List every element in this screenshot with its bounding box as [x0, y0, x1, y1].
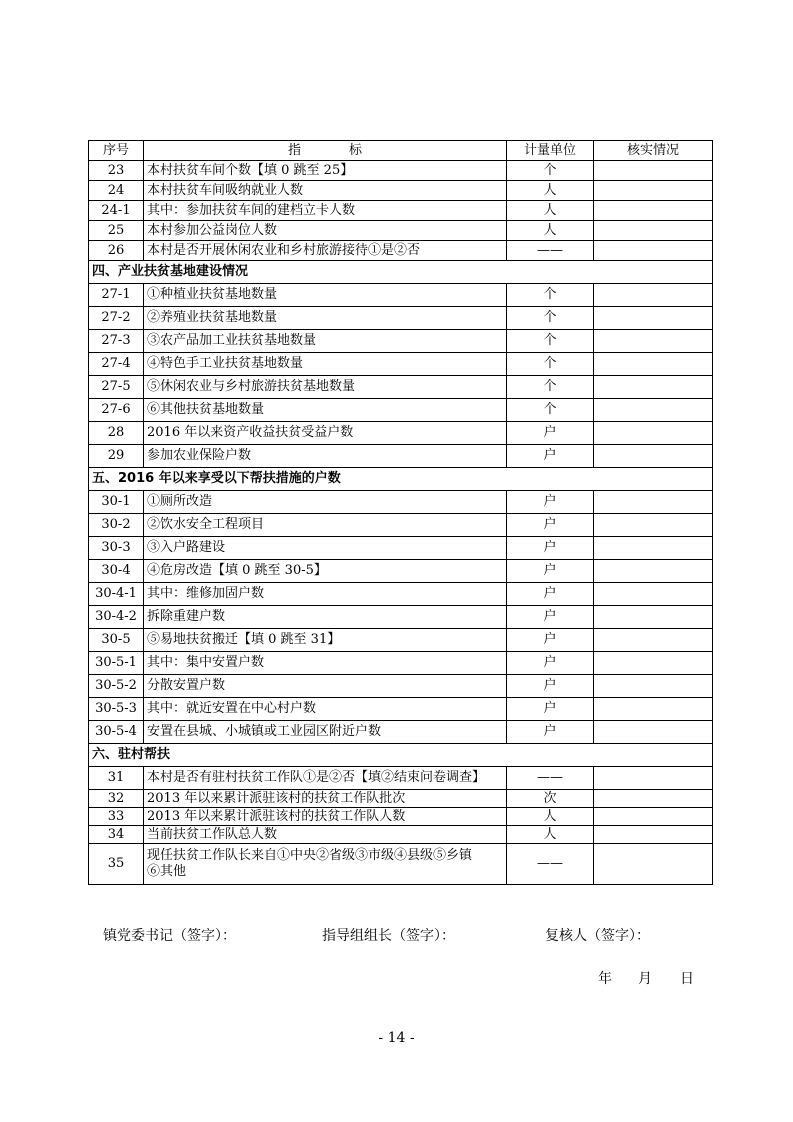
table-row: [89, 353, 713, 376]
section-row: [89, 744, 713, 767]
row-unit: 户: [507, 721, 594, 744]
table-row: [89, 844, 713, 885]
row-unit: 人: [507, 221, 594, 241]
row-unit: 个: [507, 307, 594, 330]
row-check-cell[interactable]: [594, 537, 713, 560]
row-indicator: ③入户路建设: [144, 537, 507, 560]
row-unit: 个: [507, 399, 594, 422]
row-no: 30-4-1: [89, 583, 144, 606]
row-unit: 户: [507, 560, 594, 583]
row-check-cell[interactable]: [594, 399, 713, 422]
row-indicator: 其中：维修加固户数: [144, 583, 507, 606]
table-row: [89, 537, 713, 560]
table-row: [89, 767, 713, 790]
row-check-cell[interactable]: [594, 284, 713, 307]
table-row: [89, 376, 713, 399]
row-no: 28: [89, 422, 144, 445]
row-check-cell[interactable]: [594, 376, 713, 399]
row-no: 27-2: [89, 307, 144, 330]
section-row: [89, 468, 713, 491]
row-indicator: 分散安置户数: [144, 675, 507, 698]
header-check: 核实情况: [594, 141, 713, 161]
row-no: 29: [89, 445, 144, 468]
table-row: [89, 307, 713, 330]
row-no: 33: [89, 808, 144, 826]
row-no: 23: [89, 161, 144, 181]
row-unit: 户: [507, 445, 594, 468]
row-unit: 人: [507, 808, 594, 826]
date-year: 年: [598, 971, 612, 987]
row-indicator: ④特色手工业扶贫基地数量: [144, 353, 507, 376]
row-check-cell[interactable]: [594, 606, 713, 629]
date-day: 日: [680, 971, 694, 987]
table-row: [89, 422, 713, 445]
row-no: 30-1: [89, 491, 144, 514]
row-indicator: 拆除重建户数: [144, 606, 507, 629]
reviewer-signature-label: 复核人（签字）：: [545, 928, 650, 944]
table-row: [89, 514, 713, 537]
table-row: [89, 560, 713, 583]
row-check-cell[interactable]: [594, 721, 713, 744]
table-row: [89, 721, 713, 744]
row-indicator: ⑥其他扶贫基地数量: [144, 399, 507, 422]
row-no: 30-5-4: [89, 721, 144, 744]
survey-table: [88, 140, 713, 885]
row-no: 30-5-3: [89, 698, 144, 721]
row-indicator: ④危房改造【填 0 跳至 30-5】: [144, 560, 507, 583]
row-no: 27-1: [89, 284, 144, 307]
header-no: 序号: [89, 141, 144, 161]
row-indicator: [144, 844, 507, 885]
town-secretary-signature-label: 镇党委书记（签字）：: [103, 928, 236, 944]
table-row: [89, 606, 713, 629]
row-check-cell[interactable]: [594, 161, 713, 181]
row-no: 24-1: [89, 201, 144, 221]
row-check-cell[interactable]: [594, 790, 713, 808]
row-check-cell[interactable]: [594, 652, 713, 675]
row-check-cell[interactable]: [594, 826, 713, 844]
table-row: [89, 675, 713, 698]
row-unit: 人: [507, 201, 594, 221]
row-unit: 人: [507, 826, 594, 844]
table-row: [89, 201, 713, 221]
row-check-cell[interactable]: [594, 181, 713, 201]
row-check-cell[interactable]: [594, 307, 713, 330]
row-indicator: ②饮水安全工程项目: [144, 514, 507, 537]
row-unit: 次: [507, 790, 594, 808]
row-no: 30-4-2: [89, 606, 144, 629]
row-indicator: ⑤休闲农业与乡村旅游扶贫基地数量: [144, 376, 507, 399]
header-indicator: [144, 141, 507, 161]
row-no: 26: [89, 241, 144, 261]
row-no: 25: [89, 221, 144, 241]
row-check-cell[interactable]: [594, 675, 713, 698]
section-title-6: 六、驻村帮扶: [89, 744, 713, 767]
row-indicator: 2013 年以来累计派驻该村的扶贫工作队批次: [144, 790, 507, 808]
row-no: 32: [89, 790, 144, 808]
row-unit: 个: [507, 353, 594, 376]
row-check-cell[interactable]: [594, 583, 713, 606]
row-indicator-line-2: ⑥其他: [147, 864, 187, 879]
row-unit: 户: [507, 422, 594, 445]
row-check-cell[interactable]: [594, 491, 713, 514]
row-unit: 户: [507, 537, 594, 560]
row-indicator: ⑤易地扶贫搬迁【填 0 跳至 31】: [144, 629, 507, 652]
row-indicator: ①厕所改造: [144, 491, 507, 514]
row-no: 27-5: [89, 376, 144, 399]
row-unit: 户: [507, 606, 594, 629]
section-row: [89, 261, 713, 284]
row-indicator-line-1: 现任扶贫工作队长来自①中央②省级③市级④县级⑤乡镇: [147, 848, 473, 864]
table-row: [89, 808, 713, 826]
row-indicator: 其中：就近安置在中心村户数: [144, 698, 507, 721]
header-indicator-char-1: 指: [287, 142, 301, 158]
table-row: [89, 698, 713, 721]
row-indicator: 2016 年以来资产收益扶贫受益户数: [144, 422, 507, 445]
table-row: [89, 181, 713, 201]
row-unit: 个: [507, 330, 594, 353]
row-no: 30-4: [89, 560, 144, 583]
row-unit: 个: [507, 284, 594, 307]
row-check-cell[interactable]: [594, 241, 713, 261]
date-month: 月: [638, 971, 652, 987]
table-row: [89, 790, 713, 808]
row-check-cell[interactable]: [594, 201, 713, 221]
row-check-cell[interactable]: [594, 767, 713, 790]
row-indicator: 本村扶贫车间个数【填 0 跳至 25】: [144, 161, 507, 181]
row-check-cell[interactable]: [594, 698, 713, 721]
row-no: 30-5-1: [89, 652, 144, 675]
row-indicator: 安置在县城、小城镇或工业园区附近户数: [144, 721, 507, 744]
row-indicator: 本村参加公益岗位人数: [144, 221, 507, 241]
table-row: [89, 161, 713, 181]
row-no: 30-5: [89, 629, 144, 652]
row-check-cell[interactable]: [594, 629, 713, 652]
table-row: [89, 826, 713, 844]
row-no: 34: [89, 826, 144, 844]
row-no: 30-5-2: [89, 675, 144, 698]
row-check-cell[interactable]: [594, 844, 713, 885]
row-check-cell[interactable]: [594, 330, 713, 353]
row-check-cell[interactable]: [594, 422, 713, 445]
row-indicator: 参加农业保险户数: [144, 445, 507, 468]
row-unit: 户: [507, 652, 594, 675]
table-row: [89, 629, 713, 652]
row-indicator: ③农产品加工业扶贫基地数量: [144, 330, 507, 353]
table-row: [89, 221, 713, 241]
guidance-leader-signature-label: 指导组组长（签字）：: [322, 928, 455, 944]
row-unit: ——: [507, 767, 594, 790]
row-indicator: 当前扶贫工作队总人数: [144, 826, 507, 844]
row-no: 31: [89, 767, 144, 790]
table-row: [89, 583, 713, 606]
section-title-4: 四、产业扶贫基地建设情况: [89, 261, 713, 284]
row-unit: 户: [507, 514, 594, 537]
row-indicator: 本村扶贫车间吸纳就业人数: [144, 181, 507, 201]
table-row: [89, 284, 713, 307]
table-row: [89, 241, 713, 261]
row-unit: 户: [507, 583, 594, 606]
table-row: [89, 445, 713, 468]
row-indicator: 其中：参加扶贫车间的建档立卡人数: [144, 201, 507, 221]
row-indicator: ①种植业扶贫基地数量: [144, 284, 507, 307]
row-check-cell[interactable]: [594, 353, 713, 376]
row-unit: ——: [507, 844, 594, 885]
row-no: 27-3: [89, 330, 144, 353]
row-unit: 人: [507, 181, 594, 201]
row-unit: 个: [507, 376, 594, 399]
row-check-cell[interactable]: [594, 560, 713, 583]
table-row: [89, 652, 713, 675]
row-indicator: 其中：集中安置户数: [144, 652, 507, 675]
row-indicator: 2013 年以来累计派驻该村的扶贫工作队人数: [144, 808, 507, 826]
table-row: [89, 491, 713, 514]
row-no: 27-6: [89, 399, 144, 422]
row-unit: 个: [507, 161, 594, 181]
row-unit: ——: [507, 241, 594, 261]
row-check-cell[interactable]: [594, 445, 713, 468]
row-unit: 户: [507, 491, 594, 514]
row-unit: 户: [507, 675, 594, 698]
header-indicator-char-2: 标: [349, 142, 363, 158]
row-check-cell[interactable]: [594, 514, 713, 537]
row-no: 24: [89, 181, 144, 201]
row-no: 27-4: [89, 353, 144, 376]
row-indicator: ②养殖业扶贫基地数量: [144, 307, 507, 330]
section-title-5: 五、2016 年以来享受以下帮扶措施的户数: [89, 468, 713, 491]
row-no: 30-2: [89, 514, 144, 537]
row-check-cell[interactable]: [594, 221, 713, 241]
header-unit: 计量单位: [507, 141, 594, 161]
table-row: [89, 330, 713, 353]
page-number: - 14 -: [378, 1030, 415, 1046]
row-no: 35: [89, 844, 144, 885]
row-no: 30-3: [89, 537, 144, 560]
row-indicator: 本村是否有驻村扶贫工作队①是②否【填②结束问卷调查】: [144, 767, 507, 790]
row-check-cell[interactable]: [594, 808, 713, 826]
row-indicator: 本村是否开展休闲农业和乡村旅游接待①是②否: [144, 241, 507, 261]
row-unit: 户: [507, 698, 594, 721]
table-row: [89, 399, 713, 422]
row-unit: 户: [507, 629, 594, 652]
table-header-row: [89, 141, 713, 161]
